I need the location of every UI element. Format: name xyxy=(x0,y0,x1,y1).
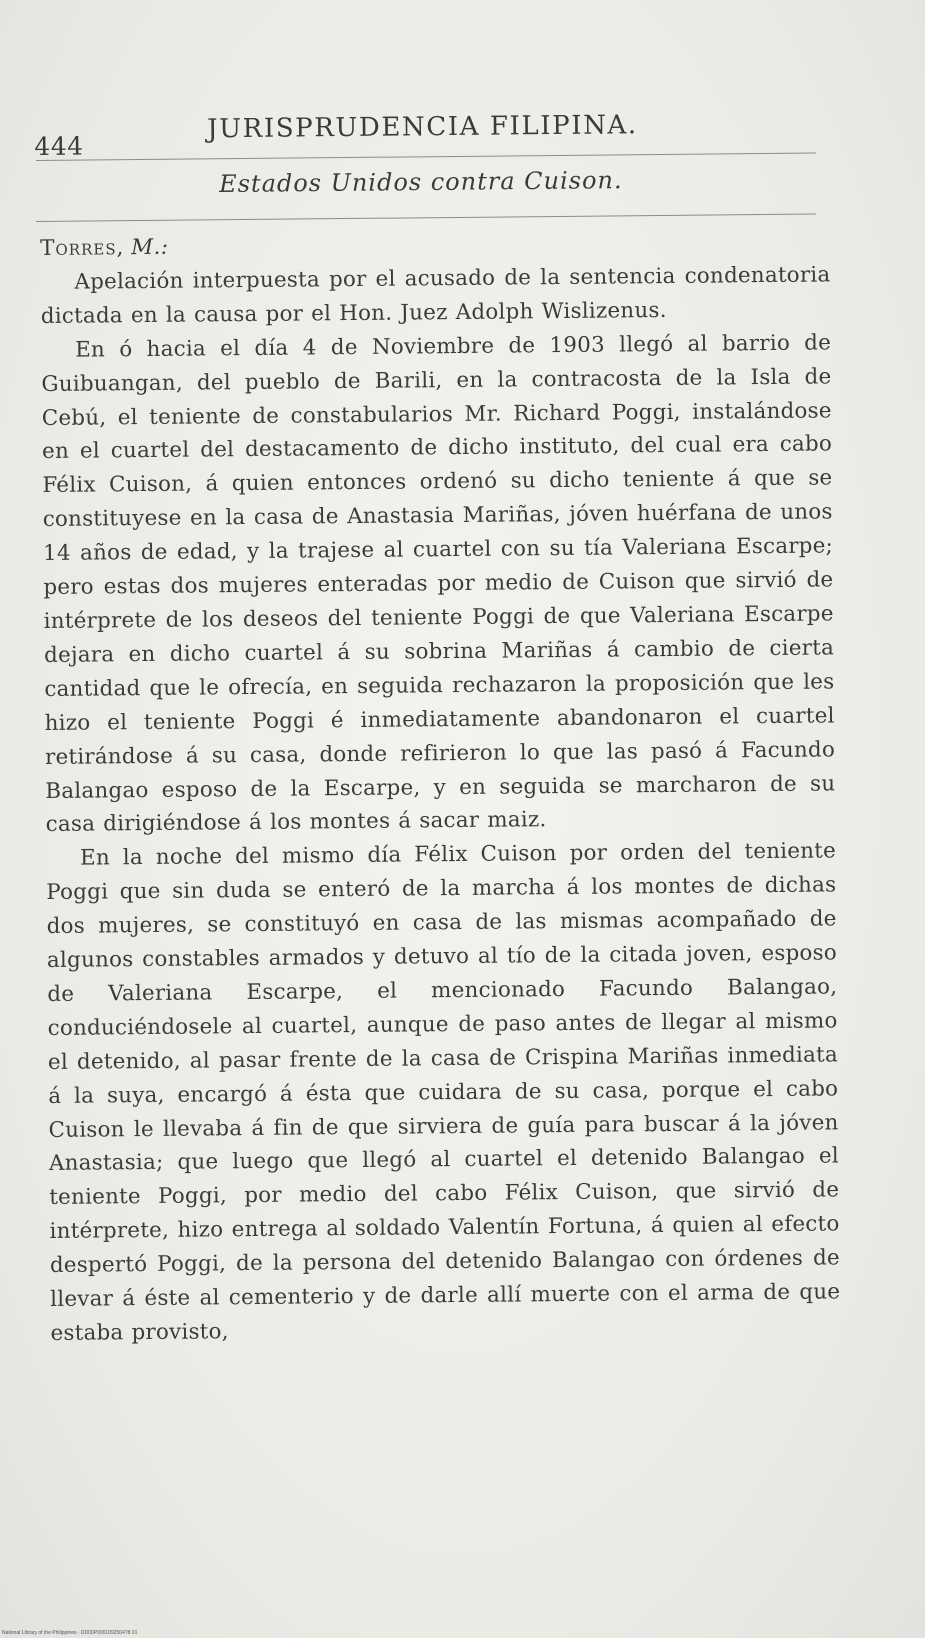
paragraph-3: En la noche del mismo día Félix Cuison por orden del teniente Poggi que sin duda se enteró de la marcha á los montes de dichas dos mujeres, se constituyó en casa de las mismas acompañado de algunos constables armados y detuvo al tío de la citada joven, esposo de Valeriana Escarpe, el mencionado Facundo Balangao, conduciéndosele al cuartel, aunque de paso antes de llegar al mismo el detenido, al pasar frente de la casa de Crispina Mariñas inmediata á la suya, encargó á ésta que cuidara de su casa, porque el cabo Cuison le llevaba á fin de que sirviera de guía para buscar á la jóven Anastasia; que luego que llegó al cuartel el detenido Balangao el teniente Poggi, por medio del cabo Félix Cuison, que sirvió de intérprete, hizo entrega al soldado Valentín Fortuna, á quien al efecto despertó Poggi, de la persona del detenido Balangao con órdenes de llevar á éste al cementerio y de darle allí muerte con el arma de que estaba provisto, xyxy=(46,838,841,1346)
paragraph-1: Apelación interpuesta por el acusado de la sentencia condenatoria dictada en la causa por el Hon. Juez Adolph Wislizenus. xyxy=(40,262,831,329)
case-title-rule xyxy=(36,214,816,222)
author-name: Torres xyxy=(40,235,117,261)
page-header xyxy=(32,104,820,161)
body-text xyxy=(40,224,841,1350)
page-number: 444 xyxy=(34,131,84,161)
author-suffix: M.: xyxy=(131,234,169,261)
header-rule xyxy=(36,153,816,161)
paragraph-2: En ó hacia el día 4 de Noviembre de 1903 llegó al barrio de Guibuangan, del pueblo de Barili, en la contracosta de la Isla de Cebú, el teniente de constabularios Mr. Richard Poggi, instalándose en el cuartel del destacamento de dicho instituto, del cual era cabo Félix Cuison, á quien entonces ordenó su dicho teniente á que se constituyese en la casa de Anastasia Mariñas, jóven huérfana de unos 14 años de edad, y la trajese al cuartel con su tía Valeriana Escarpe; pero estas dos mujeres enteradas por medio de Cuison que sirvió de intérprete de los deseos del teniente Poggi de que Valeriana Escarpe dejara en dicho cuartel á su sobrina Mariñas á cambio de cierta cantidad que le ofrecía, en seguida rechazaron la proposición que les hizo el teniente Poggi é inmediatamente abandonaron el cuartel retirándose á su casa, donde refirieron lo que las pasó á Facundo Balangao esposo de la Escarpe, y en seguida se marcharon de su casa dirigiéndose á los montes á sacar maiz. xyxy=(41,330,836,838)
case-title: Estados Unidos contra Cuison. xyxy=(219,166,623,198)
author-line: Torres, M.: xyxy=(40,234,169,261)
scan-footer: National Library of the Philippines · DD00P0001092504?8 01 xyxy=(2,1630,138,1636)
running-title: JURISPRUDENCIA FILIPINA. xyxy=(207,110,638,145)
